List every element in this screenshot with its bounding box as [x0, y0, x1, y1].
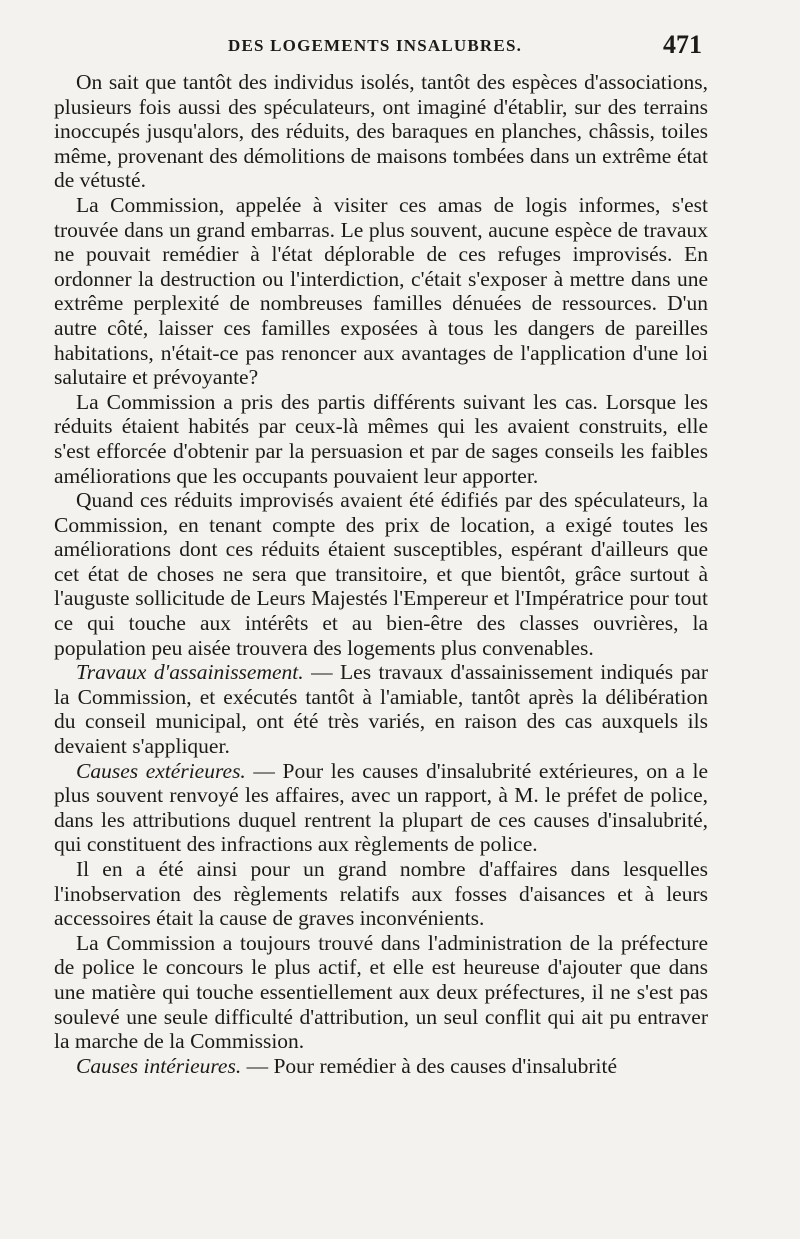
- paragraph-5: [54, 660, 708, 758]
- page-number: 471: [663, 30, 702, 59]
- paragraph-9: [54, 1054, 708, 1079]
- paragraph-text: La Commission a pris des partis différents suivant les cas. Lorsque les réduits étaient habités par ceux-là mêmes qui les avaient construits, elle s'est efforcée d'obtenir par la persuasion et par de sages conseils les faibles améliorations que les occupants pouvaient leur apporter.: [54, 389, 708, 488]
- paragraph-rubric: Causes extérieures.: [76, 758, 246, 783]
- body-text: [54, 70, 708, 1078]
- running-title: DES LOGEMENTS INSALUBRES.: [228, 36, 523, 55]
- paragraph-text: — Pour remédier à des causes d'insalubrité: [241, 1053, 618, 1078]
- paragraph-text: — Les travaux d'assainissement indiqués par la Commission, et exécutés tantôt à l'amiable, tantôt après la délibération du conseil municipal, ont été très variés, en raison des cas auxquels ils devaient s'appliquer.: [54, 660, 708, 759]
- paragraph-text: La Commission a toujours trouvé dans l'administration de la préfecture de police le concours le plus actif, et elle est heureuse d'ajouter que dans une matière qui touche essentiellement aux deux préfectures, il ne s'est pas soulevé une seule difficulté d'attribution, un seul conflit qui ait pu entraver la marche de la Commission.: [54, 930, 708, 1054]
- paragraph-text: Quand ces réduits improvisés avaient été édifiés par des spéculateurs, la Commission, en tenant compte des prix de location, a exigé toutes les améliorations dont ces réduits étaient susceptibles, espérant d'ailleurs que cet état de choses ne sera que transitoire, et que bientôt, grâce surtout à l'auguste sollicitude de Leurs Majestés l'Empereur et l'Impératrice pour tout ce qui touche aux intérêts et au bien-être des classes ouvrières, la population peu aisée trouvera des logements plus convenables.: [54, 488, 708, 660]
- paragraph-8: [54, 931, 708, 1054]
- paragraph-4: [54, 488, 708, 660]
- paragraph-text: — Pour les causes d'insalubrité extérieures, on a le plus souvent renvoyé les affaires, avec un rapport, à M. le préfet de police, dans les attributions duquel rentrent la plupart de ces causes d'insalubrité, qui constituent des infractions aux règlements de police.: [54, 758, 708, 857]
- paragraph-rubric: Travaux d'assainissement.: [76, 660, 304, 685]
- paragraph-text: La Commission, appelée à visiter ces amas de logis informes, s'est trouvée dans un grand embarras. Le plus souvent, aucune espèce de travaux ne pouvait remédier à l'état déplorable de ces refuges improvisés. En ordonner la destruction ou l'interdiction, c'était s'exposer à mettre dans une extrême perplexité de nombreuses familles dénuées de ressources. D'un autre côté, laisser ces familles exposées à tous les dangers de pareilles habitations, n'était-ce pas renoncer aux avantages de l'application d'une loi salutaire et prévoyante?: [54, 192, 708, 390]
- paragraph-2: [54, 193, 708, 390]
- paragraph-rubric: Causes intérieures.: [76, 1053, 242, 1078]
- paragraph-text: Il en a été ainsi pour un grand nombre d'affaires dans lesquelles l'inobservation des règlements relatifs aux fosses d'aisances et à leurs accessoires était la cause de graves inconvénients.: [54, 857, 708, 931]
- paragraph-6: [54, 759, 708, 857]
- paragraph-1: [54, 70, 708, 193]
- paragraph-3: [54, 390, 708, 488]
- paragraph-7: [54, 857, 708, 931]
- page-header: [56, 30, 702, 64]
- paragraph-text: On sait que tantôt des individus isolés, tantôt des espèces d'associations, plusieurs fois aussi des spéculateurs, ont imaginé d'établir, sur des terrains inoccupés jusqu'alors, des réduits, des baraques en planches, châssis, toiles même, provenant des démolitions de maisons tombées dans un extrême état de vétusté.: [54, 70, 708, 193]
